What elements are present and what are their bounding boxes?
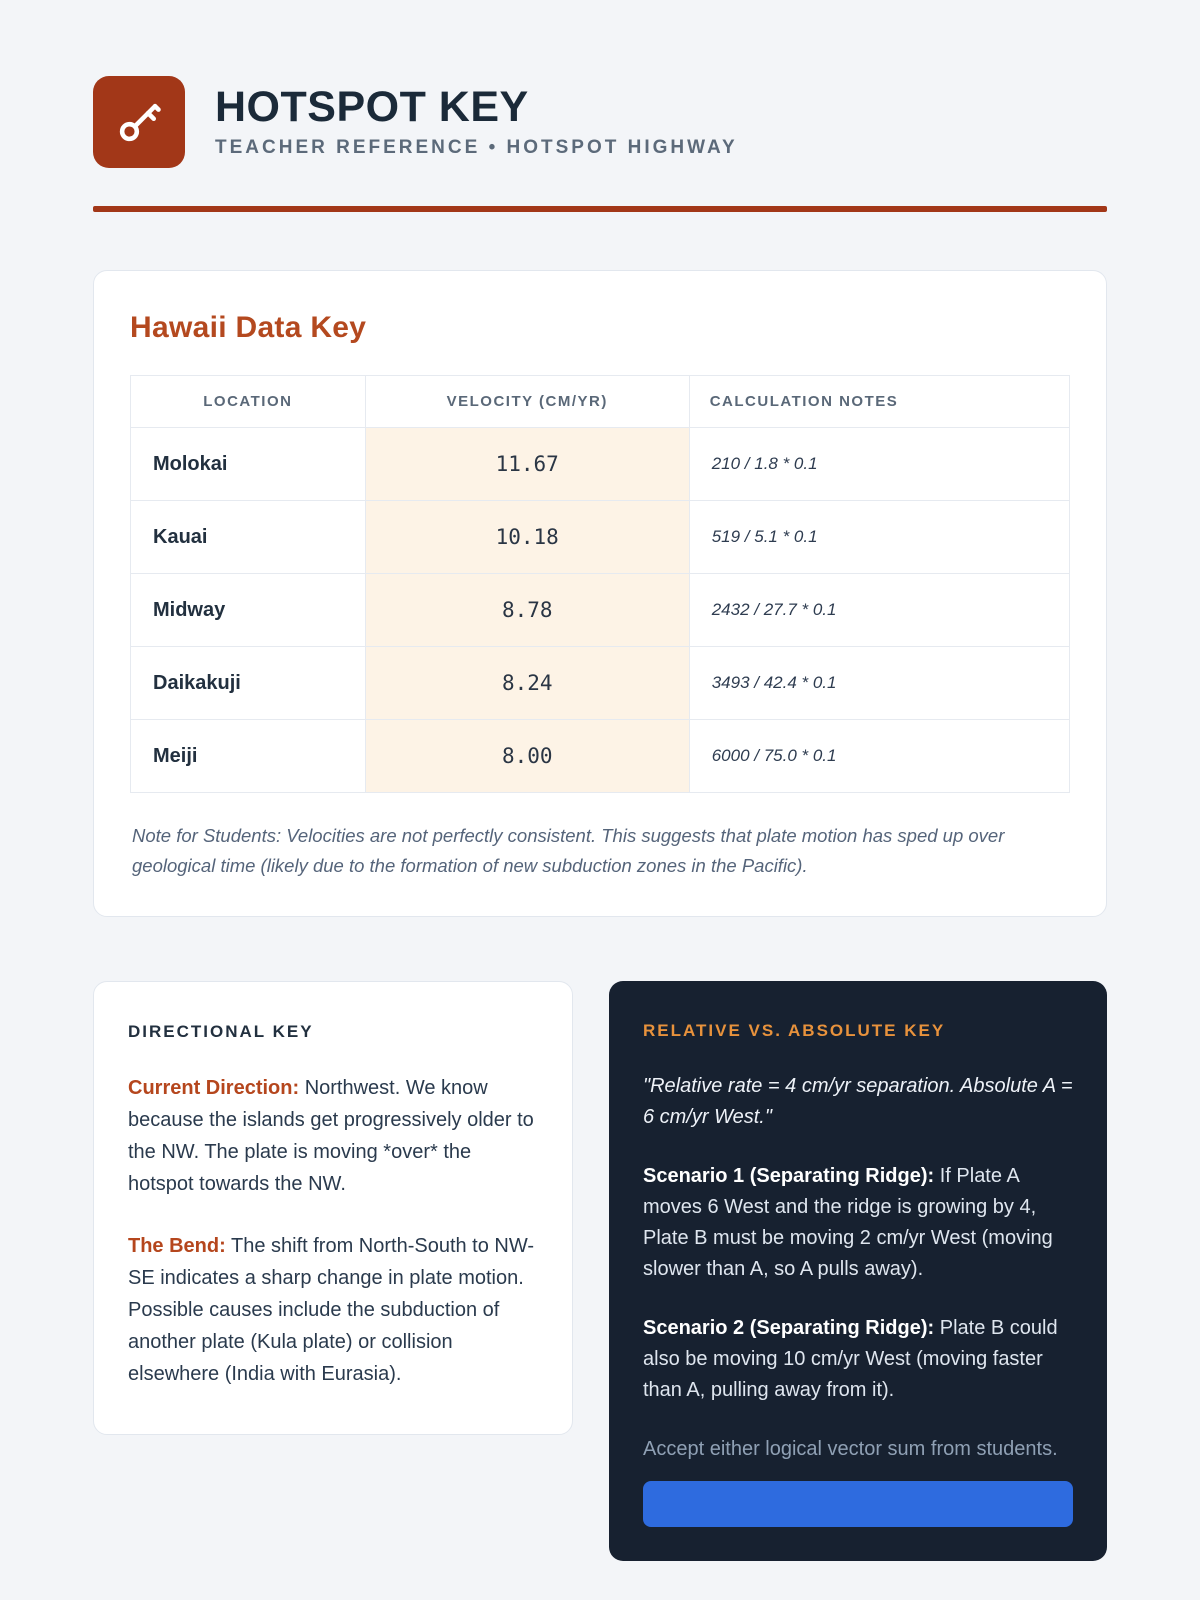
velocity-cell: 10.18 bbox=[365, 501, 689, 574]
hawaii-data-table bbox=[130, 375, 1070, 793]
velocity-cell: 8.24 bbox=[365, 647, 689, 720]
table-row bbox=[131, 428, 1070, 501]
velocity-cell: 11.67 bbox=[365, 428, 689, 501]
answer-callout bbox=[643, 1481, 1073, 1527]
relative-absolute-key-title: RELATIVE VS. ABSOLUTE KEY bbox=[643, 1021, 946, 1041]
page-subtitle: TEACHER REFERENCE • HOTSPOT HIGHWAY bbox=[215, 136, 738, 158]
directional-key-card bbox=[93, 981, 573, 1435]
scenario-lead: Scenario 2 (Separating Ridge): bbox=[643, 1317, 935, 1340]
key-quote: "Relative rate = 4 cm/yr separation. Absolute A = 6 cm/yr West." bbox=[643, 1075, 1073, 1129]
relative-absolute-key-card bbox=[609, 981, 1107, 1561]
table-row bbox=[131, 647, 1070, 720]
paragraph-lead: Current Direction: bbox=[128, 1077, 300, 1100]
calculation-notes-cell: 2432 / 27.7 * 0.1 bbox=[689, 574, 1069, 647]
hawaii-data-key-card bbox=[93, 270, 1107, 917]
table-row bbox=[131, 501, 1070, 574]
column-header-notes: CALCULATION NOTES bbox=[689, 376, 1069, 428]
directional-key-title: DIRECTIONAL KEY bbox=[128, 1022, 314, 1042]
table-row bbox=[131, 720, 1070, 793]
location-cell: Kauai bbox=[131, 501, 366, 574]
student-note: Note for Students: Velocities are not perfectly consistent. This suggests that plate motion has sped up over geological time (likely due to the formation of new subduction zones in the Pacific). bbox=[132, 825, 1005, 876]
directional-paragraph bbox=[128, 1072, 538, 1200]
table-row bbox=[131, 574, 1070, 647]
velocity-cell: 8.00 bbox=[365, 720, 689, 793]
key-icon bbox=[93, 76, 185, 168]
paragraph-text: The shift from North-South to NW-SE indicates a sharp change in plate motion. Possible causes include the subduction of another plate (Kula plate) or collision elsewhere (India with Eurasia). bbox=[128, 1235, 535, 1386]
scenario-paragraph bbox=[643, 1161, 1073, 1285]
scenario-lead: Scenario 1 (Separating Ridge): bbox=[643, 1165, 935, 1188]
column-header-velocity: VELOCITY (CM/YR) bbox=[365, 376, 689, 428]
hawaii-data-key-title: Hawaii Data Key bbox=[130, 311, 367, 344]
velocity-cell: 8.78 bbox=[365, 574, 689, 647]
scenario-text: Plate B could also be moving 10 cm/yr West (moving faster than A, pulling away from it). bbox=[643, 1317, 1058, 1402]
calculation-notes-cell: 519 / 5.1 * 0.1 bbox=[689, 501, 1069, 574]
table-header-row bbox=[131, 376, 1070, 428]
column-header-location: LOCATION bbox=[131, 376, 366, 428]
paragraph-lead: The Bend: bbox=[128, 1235, 226, 1258]
paragraph-text: Northwest. We know because the islands get progressively older to the NW. The plate is moving *over* the hotspot towards the NW. bbox=[128, 1077, 534, 1196]
scenario-paragraph bbox=[643, 1313, 1073, 1406]
calculation-notes-cell: 6000 / 75.0 * 0.1 bbox=[689, 720, 1069, 793]
location-cell: Midway bbox=[131, 574, 366, 647]
page-title: HOTSPOT KEY bbox=[215, 82, 529, 131]
location-cell: Molokai bbox=[131, 428, 366, 501]
calculation-notes-cell: 210 / 1.8 * 0.1 bbox=[689, 428, 1069, 501]
page-header bbox=[93, 76, 1107, 168]
calculation-notes-cell: 3493 / 42.4 * 0.1 bbox=[689, 647, 1069, 720]
location-cell: Daikakuji bbox=[131, 647, 366, 720]
scenario-text: If Plate A moves 6 West and the ridge is growing by 4, Plate B must be moving 2 cm/yr West (moving slower than A, so A pulls away). bbox=[643, 1165, 1053, 1281]
bottom-section bbox=[93, 981, 1107, 1561]
location-cell: Meiji bbox=[131, 720, 366, 793]
header-text bbox=[215, 82, 738, 159]
footnote: Accept either logical vector sum from students. bbox=[643, 1438, 1058, 1461]
directional-paragraph bbox=[128, 1230, 538, 1390]
header-divider bbox=[93, 206, 1107, 212]
page bbox=[93, 0, 1107, 1561]
